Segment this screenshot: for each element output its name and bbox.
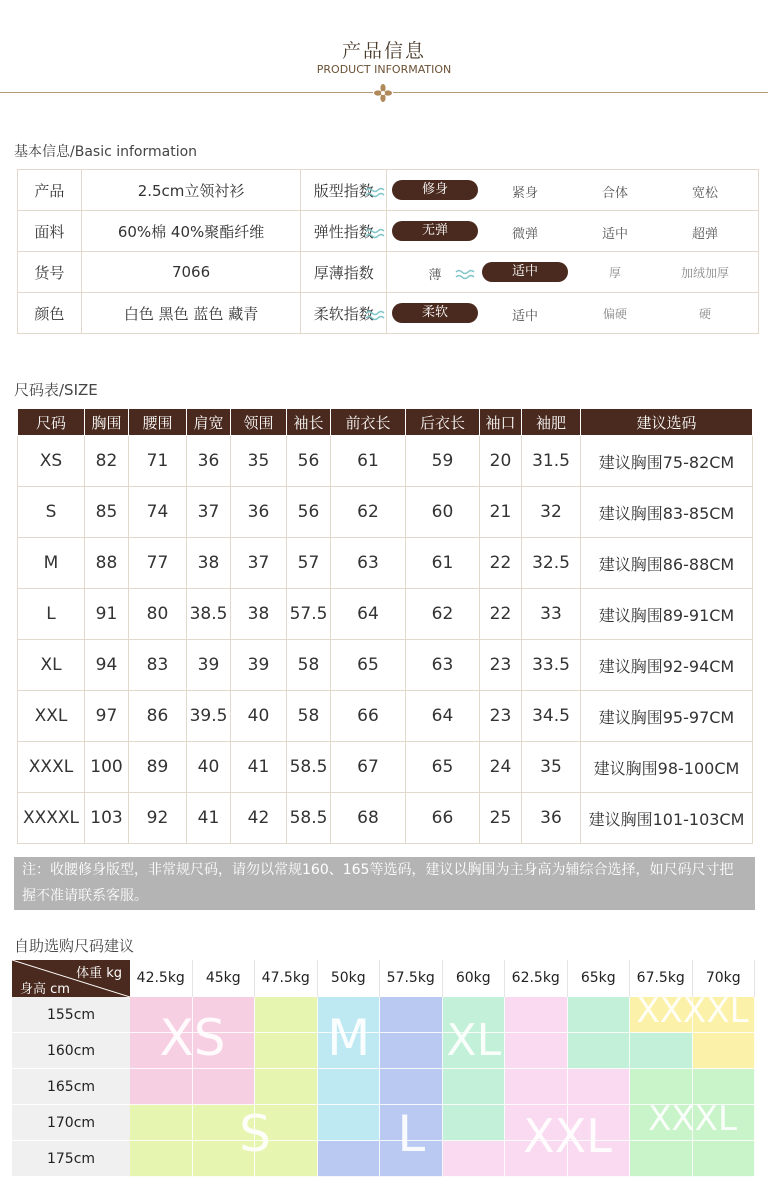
info-label: 颜色: [18, 293, 82, 334]
index-scale: [386, 170, 758, 211]
size-cell: 65: [331, 640, 406, 691]
size-zone-cell: [505, 1069, 568, 1105]
size-col-header: 胸围: [85, 409, 129, 436]
size-zone-label: M: [327, 1009, 371, 1067]
size-cell: 89: [129, 742, 187, 793]
size-cell: 42: [231, 793, 287, 844]
size-zone-cell: [443, 1141, 506, 1177]
size-cell: 77: [129, 538, 187, 589]
size-cell: 85: [85, 487, 129, 538]
size-code: S: [18, 487, 85, 538]
size-cell: 61: [331, 436, 406, 487]
info-value: 2.5cm立领衬衫: [81, 170, 301, 211]
size-zone-label: XXL: [523, 1109, 612, 1163]
size-cell: 66: [331, 691, 406, 742]
size-cell: 83: [129, 640, 187, 691]
size-col-header: 肩宽: [187, 409, 231, 436]
size-cell: 103: [85, 793, 129, 844]
flower-icon: [373, 83, 393, 103]
size-row: [18, 742, 753, 793]
size-cell: 82: [85, 436, 129, 487]
size-zone-cell: [380, 1069, 443, 1105]
size-row: [18, 691, 753, 742]
size-zone-cell: [443, 1069, 506, 1105]
size-cell: 40: [187, 742, 231, 793]
weight-header: 67.5kg: [630, 960, 693, 997]
size-cell: 62: [406, 589, 480, 640]
size-cell: 37: [231, 538, 287, 589]
size-cell: 建议胸围83-85CM: [581, 487, 753, 538]
selected-option: 修身: [392, 180, 478, 200]
size-zone-cell: [630, 1141, 693, 1177]
scale-option: 加绒加厚: [680, 266, 729, 280]
page-title: 产品信息: [341, 40, 426, 62]
height-label: 155cm: [12, 997, 130, 1033]
size-zone-label: S: [239, 1105, 271, 1163]
index-label: 柔软指数: [301, 293, 387, 334]
size-cell: 32.5: [522, 538, 581, 589]
basic-info-row: [18, 293, 759, 334]
size-cell: 64: [406, 691, 480, 742]
size-row: [18, 538, 753, 589]
size-zone-label: XL: [446, 1015, 502, 1066]
size-row: [18, 436, 753, 487]
size-cell: 23: [480, 640, 522, 691]
size-cell: 40: [231, 691, 287, 742]
size-cell: 31.5: [522, 436, 581, 487]
size-code: M: [18, 538, 85, 589]
size-col-header: 腰围: [129, 409, 187, 436]
size-cell: 65: [406, 742, 480, 793]
size-code: XXXL: [18, 742, 85, 793]
size-cell: 23: [480, 691, 522, 742]
size-zone-cell: [568, 997, 631, 1033]
size-zone-cell: [130, 1105, 193, 1141]
size-cell: 41: [231, 742, 287, 793]
size-cell: 100: [85, 742, 129, 793]
scale-option: 宽松: [691, 186, 718, 201]
size-zone-cell: [505, 1033, 568, 1069]
size-zone-cell: [505, 997, 568, 1033]
size-cell: 36: [522, 793, 581, 844]
weight-header: 60kg: [443, 960, 506, 997]
size-col-header: 后衣长: [406, 409, 480, 436]
size-cell: 24: [480, 742, 522, 793]
scale-option: 适中: [601, 227, 628, 242]
size-cell: 58.5: [287, 793, 331, 844]
size-cell: 56: [287, 436, 331, 487]
size-zone-cell: [568, 1069, 631, 1105]
selected-option: 无弹: [392, 221, 478, 241]
weight-header: 62.5kg: [505, 960, 568, 997]
size-zone-label: XXXXL: [636, 991, 749, 1031]
size-zone-cell: [255, 1069, 318, 1105]
size-cell: 35: [231, 436, 287, 487]
size-cell: 41: [187, 793, 231, 844]
size-cell: 58: [287, 640, 331, 691]
info-label: 货号: [18, 252, 82, 293]
size-row: [18, 793, 753, 844]
selected-option: 适中: [482, 262, 568, 282]
weight-header: 70kg: [693, 960, 756, 997]
size-cell: 91: [85, 589, 129, 640]
size-cell: 36: [187, 436, 231, 487]
index-scale: [386, 293, 758, 334]
scale-option: 紧身: [511, 186, 538, 201]
info-label: 产品: [18, 170, 82, 211]
size-cell: 92: [129, 793, 187, 844]
recommend-title: 自助选购尺码建议: [14, 937, 135, 955]
size-cell: 86: [129, 691, 187, 742]
size-cell: 60: [406, 487, 480, 538]
height-axis-label: 身高 cm: [20, 982, 70, 997]
size-zone-cell: [318, 1141, 381, 1177]
size-cell: 33: [522, 589, 581, 640]
size-cell: 62: [331, 487, 406, 538]
weight-header: 57.5kg: [380, 960, 443, 997]
size-cell: 63: [406, 640, 480, 691]
size-row: [18, 589, 753, 640]
size-cell: 58: [287, 691, 331, 742]
size-cell: 63: [331, 538, 406, 589]
size-cell: 71: [129, 436, 187, 487]
size-cell: 67: [331, 742, 406, 793]
size-row: [18, 487, 753, 538]
size-cell: 22: [480, 538, 522, 589]
index-label: 弹性指数: [301, 211, 387, 252]
size-table-title: 尺码表/SIZE: [14, 381, 98, 399]
size-zone-cell: [193, 1069, 256, 1105]
basic-info-row: [18, 252, 759, 293]
info-value: 白色 黑色 蓝色 藏青: [81, 293, 301, 334]
size-cell: 97: [85, 691, 129, 742]
size-code: L: [18, 589, 85, 640]
size-cell: 66: [406, 793, 480, 844]
size-cell: 21: [480, 487, 522, 538]
size-cell: 建议胸围101-103CM: [581, 793, 753, 844]
wave-icon: [365, 307, 387, 319]
weight-header: 45kg: [193, 960, 256, 997]
scale-option: 偏硬: [602, 307, 627, 321]
scale-option: 薄: [428, 268, 442, 283]
size-cell: 建议胸围89-91CM: [581, 589, 753, 640]
size-zone-cell: [630, 1033, 693, 1069]
size-cell: 38.5: [187, 589, 231, 640]
size-cell: 74: [129, 487, 187, 538]
size-cell: 25: [480, 793, 522, 844]
height-label: 175cm: [12, 1141, 130, 1177]
size-col-header: 袖长: [287, 409, 331, 436]
size-cell: 80: [129, 589, 187, 640]
size-cell: 58.5: [287, 742, 331, 793]
size-cell: 建议胸围75-82CM: [581, 436, 753, 487]
size-col-header: 领围: [231, 409, 287, 436]
size-code: XS: [18, 436, 85, 487]
height-label: 160cm: [12, 1033, 130, 1069]
size-cell: 39: [187, 640, 231, 691]
size-cell: 33.5: [522, 640, 581, 691]
size-zone-label: XS: [159, 1009, 226, 1067]
size-zone-cell: [255, 997, 318, 1033]
size-zone-cell: [318, 1069, 381, 1105]
size-col-header: 袖口: [480, 409, 522, 436]
scale-option: 超弹: [691, 227, 718, 242]
size-col-header: 袖肥: [522, 409, 581, 436]
scale-option: 合体: [601, 186, 628, 201]
size-zone-cell: [443, 1105, 506, 1141]
basic-info-table: [17, 169, 759, 334]
page-header: [0, 0, 768, 110]
wave-icon: [365, 184, 387, 196]
size-cell: 94: [85, 640, 129, 691]
size-cell: 20: [480, 436, 522, 487]
basic-info-title: 基本信息/Basic information: [14, 144, 198, 160]
size-recommend-grid: [12, 960, 755, 1178]
size-code: XXL: [18, 691, 85, 742]
weight-header: 47.5kg: [255, 960, 318, 997]
size-col-header: 前衣长: [331, 409, 406, 436]
size-zone-cell: [130, 1069, 193, 1105]
info-value: 7066: [81, 252, 301, 293]
selected-option: 柔软: [392, 303, 478, 323]
size-cell: 38: [187, 538, 231, 589]
size-zone-cell: [693, 1141, 756, 1177]
size-cell: 35: [522, 742, 581, 793]
info-value: 60%棉 40%聚酯纤维: [81, 211, 301, 252]
size-cell: 39: [231, 640, 287, 691]
size-zone-cell: [380, 1033, 443, 1069]
weight-header: 42.5kg: [130, 960, 193, 997]
scale-option: 厚: [608, 266, 621, 280]
scale-option: 硬: [698, 307, 711, 321]
size-zone-cell: [380, 997, 443, 1033]
size-cell: 61: [406, 538, 480, 589]
size-cell: 38: [231, 589, 287, 640]
index-label: 厚薄指数: [301, 252, 387, 293]
weight-header: 50kg: [318, 960, 381, 997]
size-cell: 建议胸围98-100CM: [581, 742, 753, 793]
size-code: XXXXL: [18, 793, 85, 844]
size-cell: 57.5: [287, 589, 331, 640]
size-cell: 建议胸围92-94CM: [581, 640, 753, 691]
weight-axis-label: 体重 kg: [76, 966, 122, 981]
basic-info-row: [18, 211, 759, 252]
size-zone-cell: [130, 1141, 193, 1177]
size-note: 注：收腰修身版型，非常规尺码，请勿以常规160、165等选码，建议以胸围为主身高为辅综合选择，如尺码尺寸把握不准请联系客服。: [14, 857, 755, 910]
size-cell: 68: [331, 793, 406, 844]
size-cell: 建议胸围86-88CM: [581, 538, 753, 589]
wave-icon: [455, 266, 477, 278]
height-label: 170cm: [12, 1105, 130, 1141]
size-table: [17, 408, 753, 844]
index-scale: [386, 252, 758, 293]
size-cell: 56: [287, 487, 331, 538]
size-zone-cell: [568, 1033, 631, 1069]
size-zone-cell: [255, 1033, 318, 1069]
scale-option: 微弹: [511, 227, 538, 242]
size-zone-cell: [318, 1105, 381, 1141]
weight-header: 65kg: [568, 960, 631, 997]
size-cell: 57: [287, 538, 331, 589]
scale-option: 适中: [511, 309, 538, 324]
index-label: 版型指数: [301, 170, 387, 211]
basic-info-row: [18, 170, 759, 211]
wave-icon: [365, 225, 387, 237]
height-label: 165cm: [12, 1069, 130, 1105]
size-cell: 37: [187, 487, 231, 538]
index-scale: [386, 211, 758, 252]
size-cell: 64: [331, 589, 406, 640]
size-zone-cell: [693, 1033, 756, 1069]
size-cell: 39.5: [187, 691, 231, 742]
size-zone-label: XXXL: [648, 1099, 737, 1139]
size-cell: 34.5: [522, 691, 581, 742]
size-col-header: 建议选码: [581, 409, 753, 436]
size-cell: 22: [480, 589, 522, 640]
size-row: [18, 640, 753, 691]
size-cell: 32: [522, 487, 581, 538]
size-col-header: 尺码: [18, 409, 85, 436]
info-label: 面料: [18, 211, 82, 252]
size-cell: 36: [231, 487, 287, 538]
size-code: XL: [18, 640, 85, 691]
size-cell: 59: [406, 436, 480, 487]
grid-corner-header: [12, 960, 130, 997]
size-cell: 建议胸围95-97CM: [581, 691, 753, 742]
size-zone-label: L: [397, 1105, 426, 1163]
page-subtitle: PRODUCT INFORMATION: [316, 63, 452, 76]
size-cell: 88: [85, 538, 129, 589]
